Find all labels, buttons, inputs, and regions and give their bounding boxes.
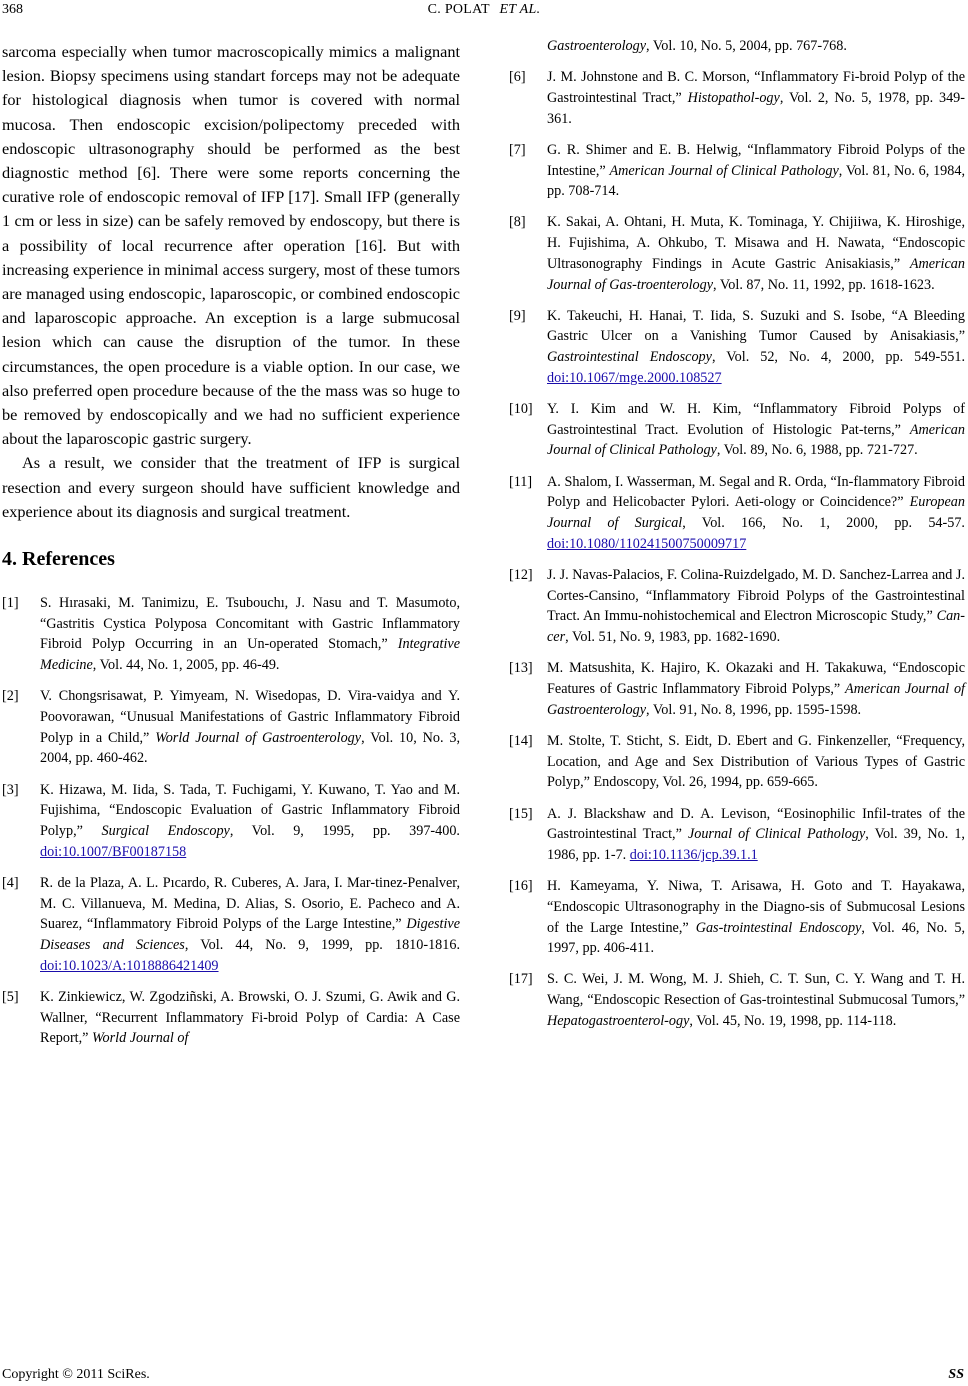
reference-details: , Vol. 91, No. 8, 1996, pp. 1595-1598. xyxy=(646,701,862,718)
reference-authors-title: J. M. Johnstone and B. C. Morson, “Inflammatory Fi-broid Polyp of the Gastrointestinal Tract,” xyxy=(547,69,965,106)
footer-copyright: Copyright © 2011 SciRes. xyxy=(2,1367,150,1382)
reference-number: [17] xyxy=(509,971,533,988)
body-paragraph: sarcoma especially when tumor macroscopically mimics a malignant lesion. Biopsy specimens using standart forceps may not be adequate for histological diagnosis when tumor is covered with normal mucosa. Then endoscopic excision/polipectomy preceded with endoscopic ultrasonography should be performed as the best diagnostic method [6]. There were some reports concerning the curative role of endoscopic removal of IFP [17]. Small IFP (generally 1 cm or less in size) can be safely removed by endoscopy, but there is a possibility of local recurrence after operation [16]. But with increasing experience in minimal access surgery, most of these tumors are managed using endoscopic, laparoscopic, or combined endoscopic and laparoscopic approache. An exception is a large submucosal lesion which can cause the disruption of the tumor. In these circumstances, the open procedure is a viable option. In our case, we also preferred open procedure because of the the mass was so huge to be removed by endoscopically and we had no sufficient experience about the laparoscopic gastric surgery. xyxy=(2,42,460,449)
reference-journal: World Journal of Gastroenterology xyxy=(155,729,362,746)
reference-text xyxy=(547,212,965,295)
reference-authors-title: A. J. Blackshaw and D. A. Levison, “Eosinophilic Infil-trates of the Gastrointestinal Tract,” xyxy=(547,805,965,843)
reference-authors-title: M. Matsushita, K. Hajiro, K. Okazaki and H. Takakuwa, “Endoscopic Features of Gastric Inflammatory Fibroid Polyps,” xyxy=(547,660,965,697)
reference-journal: Digestive Diseases and Sciences xyxy=(40,916,460,954)
reference-item xyxy=(509,472,965,555)
reference-number: [10] xyxy=(509,401,533,418)
reference-journal: Journal of Clinical Pathology xyxy=(687,826,866,843)
reference-number: [7] xyxy=(509,141,526,158)
reference-authors-title: K. Takeuchi, H. Hanai, T. Iida, S. Suzuki and S. Isobe, “A Bleeding Gastric Ulcer on a Vanishing Tumor Caused by Anisakiasis,” xyxy=(547,307,965,345)
reference-details: , Vol. 39, No. 1, 1986, pp. 1-7. xyxy=(547,826,965,863)
reference-item xyxy=(509,140,965,202)
reference-details: , Vol. 89, No. 6, 1988, pp. 721-727. xyxy=(716,442,918,459)
reference-number: [12] xyxy=(509,566,533,583)
reference-item xyxy=(2,873,460,977)
reference-details: , Vol. 166, No. 1, 2000, pp. 54-57. xyxy=(682,515,965,532)
reference-item xyxy=(509,876,965,959)
reference-item xyxy=(509,969,965,1031)
reference-text xyxy=(40,593,460,676)
reference-authors-title: K. Sakai, A. Ohtani, H. Muta, K. Tominaga, Y. Chijiiwa, K. Hiroshige, H. Fujishima, A. Ohkubo, T. Misawa and H. Nawata, “Endoscopic Ultrasonography Findings in Acute Gastric Anisakiasis,” xyxy=(547,214,965,272)
reference-authors-title: V. Chongsrisawat, P. Yimyeam, N. Wisedopas, D. Vira-vaidya and Y. Poovorawan, “Unusual Manifestations of Gastric Inflammatory Fibroid Polyp in a Child,” xyxy=(40,688,460,746)
doi-link[interactable]: doi:10.1067/mge.2000.108527 xyxy=(547,369,722,386)
reference-journal: Gas-trointestinal Endoscopy xyxy=(695,919,862,936)
reference-details: , Vol. 10, No. 5, 2004, pp. 767-768. xyxy=(646,38,847,54)
reference-number: [1] xyxy=(2,595,19,612)
page-number: 368 xyxy=(2,2,23,17)
right-column xyxy=(509,36,965,1042)
reference-details: , Vol. 9, 1995, pp. 397-400. xyxy=(229,823,460,840)
reference-journal: American Journal of Gas-troenterology xyxy=(547,255,965,293)
running-head-author: C. POLAT xyxy=(427,2,490,17)
doi-link[interactable]: doi:10.1080/110241500750009717 xyxy=(547,535,747,552)
doi-link[interactable]: doi:10.1007/BF00187158 xyxy=(40,843,187,860)
reference-authors-title: M. Stolte, T. Sticht, S. Eidt, D. Ebert and G. Finkenzeller, “Frequency, Location, and Age and Sex Distribution of Various Types of Gastric Polyp,” Endoscopy, Vol. 26, 1994, pp. 659-665. xyxy=(547,732,965,791)
reference-journal: American Journal of Clinical Pathology xyxy=(547,421,965,459)
reference-journal: Histopathol-ogy xyxy=(687,89,780,106)
reference-text xyxy=(40,686,460,769)
body-paragraph: As a result, we consider that the treatment of IFP is surgical resection and every surgeon should have sufficient knowledge and experience about its diagnosis and surgical treatment. xyxy=(2,453,460,521)
reference-authors-title: G. R. Shimer and E. B. Helwig, “Inflammatory Fibroid Polyps of the Intestine,” xyxy=(547,141,965,179)
reference-details: , Vol. 45, No. 19, 1998, pp. 114-118. xyxy=(689,1012,897,1029)
running-head xyxy=(0,2,968,18)
reference-details: , Vol. 44, No. 1, 2005, pp. 46-49. xyxy=(92,657,280,674)
reference-item xyxy=(509,658,965,720)
reference-journal: Can-cer xyxy=(547,608,965,646)
reference-details: , Vol. 44, No. 9, 1999, pp. 1810-1816. xyxy=(184,937,460,954)
reference-number: [13] xyxy=(509,660,533,677)
reference-authors-title: A. Shalom, I. Wasserman, M. Segal and R. Orda, “In-flammatory Fibroid Polyp and Helicobacter Pylori. Aeti-ology or Coincidence?” xyxy=(547,473,965,511)
reference-item xyxy=(509,306,965,389)
reference-details: , Vol. 52, No. 4, 2000, pp. 549-551. xyxy=(711,349,965,366)
reference-item xyxy=(2,780,460,863)
reference-item xyxy=(509,804,965,866)
reference-details: , Vol. 81, No. 6, 1984, pp. 708-714. xyxy=(547,162,965,200)
reference-authors-title: K. Hizawa, M. Iida, S. Tada, T. Fuchigami, Y. Kuwano, T. Yao and M. Fujishima, “Endoscopic Evaluation of Gastric Inflammatory Fibroid Polyp,” xyxy=(40,781,460,840)
reference-number: [3] xyxy=(2,781,19,798)
reference-journal: American Journal of Clinical Pathology xyxy=(609,162,839,179)
reference-authors-title: K. Zinkiewicz, W. Zgodziñski, A. Browski, O. J. Szumi, G. Awik and G. Wallner, “Recurrent Inflammatory Fi-broid Polyp of Cardia: A Case Report,” xyxy=(40,989,460,1047)
reference-journal: Surgical Endoscopy xyxy=(101,823,230,840)
left-column xyxy=(2,40,460,1060)
reference-text xyxy=(547,565,965,648)
reference-number: [11] xyxy=(509,473,533,490)
reference-journal: World Journal of xyxy=(92,1030,189,1047)
reference-journal: Integrative Medicine xyxy=(40,636,460,674)
reference-number: [2] xyxy=(2,688,19,705)
reference-text xyxy=(40,987,460,1049)
reference-text xyxy=(547,306,965,389)
reference-number: [6] xyxy=(509,69,526,86)
reference-journal: European Journal of Surgical xyxy=(547,494,965,532)
reference-item xyxy=(2,686,460,769)
reference-item xyxy=(2,987,460,1049)
reference-text xyxy=(547,67,965,129)
doi-link[interactable]: doi:10.1136/jcp.39.1.1 xyxy=(629,846,758,863)
reference-text xyxy=(547,731,965,793)
reference-journal: Gastroenterology xyxy=(547,38,647,54)
reference-journal: American Journal of Gastroenterology xyxy=(547,680,965,718)
doi-link[interactable]: doi:10.1023/A:1018886421409 xyxy=(40,957,219,974)
reference-details: , Vol. 51, No. 9, 1983, pp. 1682-1690. xyxy=(565,629,781,646)
reference-text xyxy=(547,876,965,959)
reference-item xyxy=(509,731,965,793)
reference-text xyxy=(40,780,460,863)
reference-text xyxy=(547,140,965,202)
reference-details: , Vol. 10, No. 3, 2004, pp. 460-462. xyxy=(40,729,460,767)
reference-number: [15] xyxy=(509,805,533,822)
reference-details: , Vol. 46, No. 5, 1997, pp. 406-411. xyxy=(547,919,965,957)
reference-list-left xyxy=(2,593,460,1049)
reference-number: [9] xyxy=(509,307,526,324)
reference-number: [16] xyxy=(509,878,533,895)
reference-journal: Hepatogastroenterol-ogy xyxy=(547,1012,690,1029)
reference-text xyxy=(40,873,460,977)
reference-item xyxy=(509,212,965,295)
reference-details: , Vol. 2, No. 5, 1978, pp. 349-361. xyxy=(547,89,965,127)
reference-item xyxy=(509,565,965,648)
reference-text xyxy=(547,969,965,1031)
reference-continuation xyxy=(547,36,965,57)
reference-number: [8] xyxy=(509,214,526,231)
reference-authors-title: H. Kameyama, Y. Niwa, T. Arisawa, H. Goto and T. Hayakawa, “Endoscopic Ultrasonography in the Diagno-sis of Submucosal Lesions of the Large Intestine,” xyxy=(547,878,965,936)
reference-item xyxy=(2,593,460,676)
reference-item xyxy=(509,399,965,461)
reference-authors-title: J. J. Navas-Palacios, F. Colina-Ruizdelgado, M. D. Sanchez-Larrea and J. Cortes-Cansino, “Inflammatory Fibroid Polyps of the Gastrointestinal Tract. An Immu-nohistochemical and Electron Microscopic Study,” xyxy=(547,566,965,625)
reference-text xyxy=(547,399,965,461)
reference-text xyxy=(547,658,965,720)
footer-journal: SS xyxy=(948,1367,964,1382)
reference-list-right xyxy=(509,67,965,1031)
reference-journal: Gastrointestinal Endoscopy xyxy=(547,349,712,366)
reference-number: [14] xyxy=(509,732,533,749)
reference-item xyxy=(509,67,965,129)
reference-text xyxy=(547,804,965,866)
running-head-etal: ET AL. xyxy=(499,2,541,17)
reference-authors-title: Y. I. Kim and W. H. Kim, “Inflammatory Fibroid Polyps of Gastrointestinal Tract. Evolution of Histologic Pat-terns,” xyxy=(547,401,965,438)
reference-text xyxy=(547,472,965,555)
section-heading: 4. References xyxy=(2,548,115,571)
reference-number: [5] xyxy=(2,989,19,1006)
reference-number: [4] xyxy=(2,875,19,891)
reference-authors-title: S. Hırasaki, M. Tanimizu, E. Tsubouchı, J. Nasu and T. Masumoto, “Gastritis Cystica Polyposa Concomitant with Gastric Inflammatory Fibroid Polyp Occurring in an Un-operated Stomach,” xyxy=(40,595,460,653)
reference-details: , Vol. 87, No. 11, 1992, pp. 1618-1623. xyxy=(713,276,935,293)
reference-authors-title: R. de la Plaza, A. L. Pıcardo, R. Cuberes, A. Jara, I. Mar-tinez-Penalver, M. C. Villanueva, M. Medina, D. Alias, S. Osorio, E. Pacheco and A. Suarez, “Inflammatory Fibroid Polyps of the Large Intestine,” xyxy=(40,875,460,933)
reference-authors-title: S. C. Wei, J. M. Wong, M. J. Shieh, C. T. Sun, C. Y. Wang and T. H. Wang, “Endoscopic Resection of Gas-trointestinal Submucosal Tumors,” xyxy=(547,971,965,1009)
